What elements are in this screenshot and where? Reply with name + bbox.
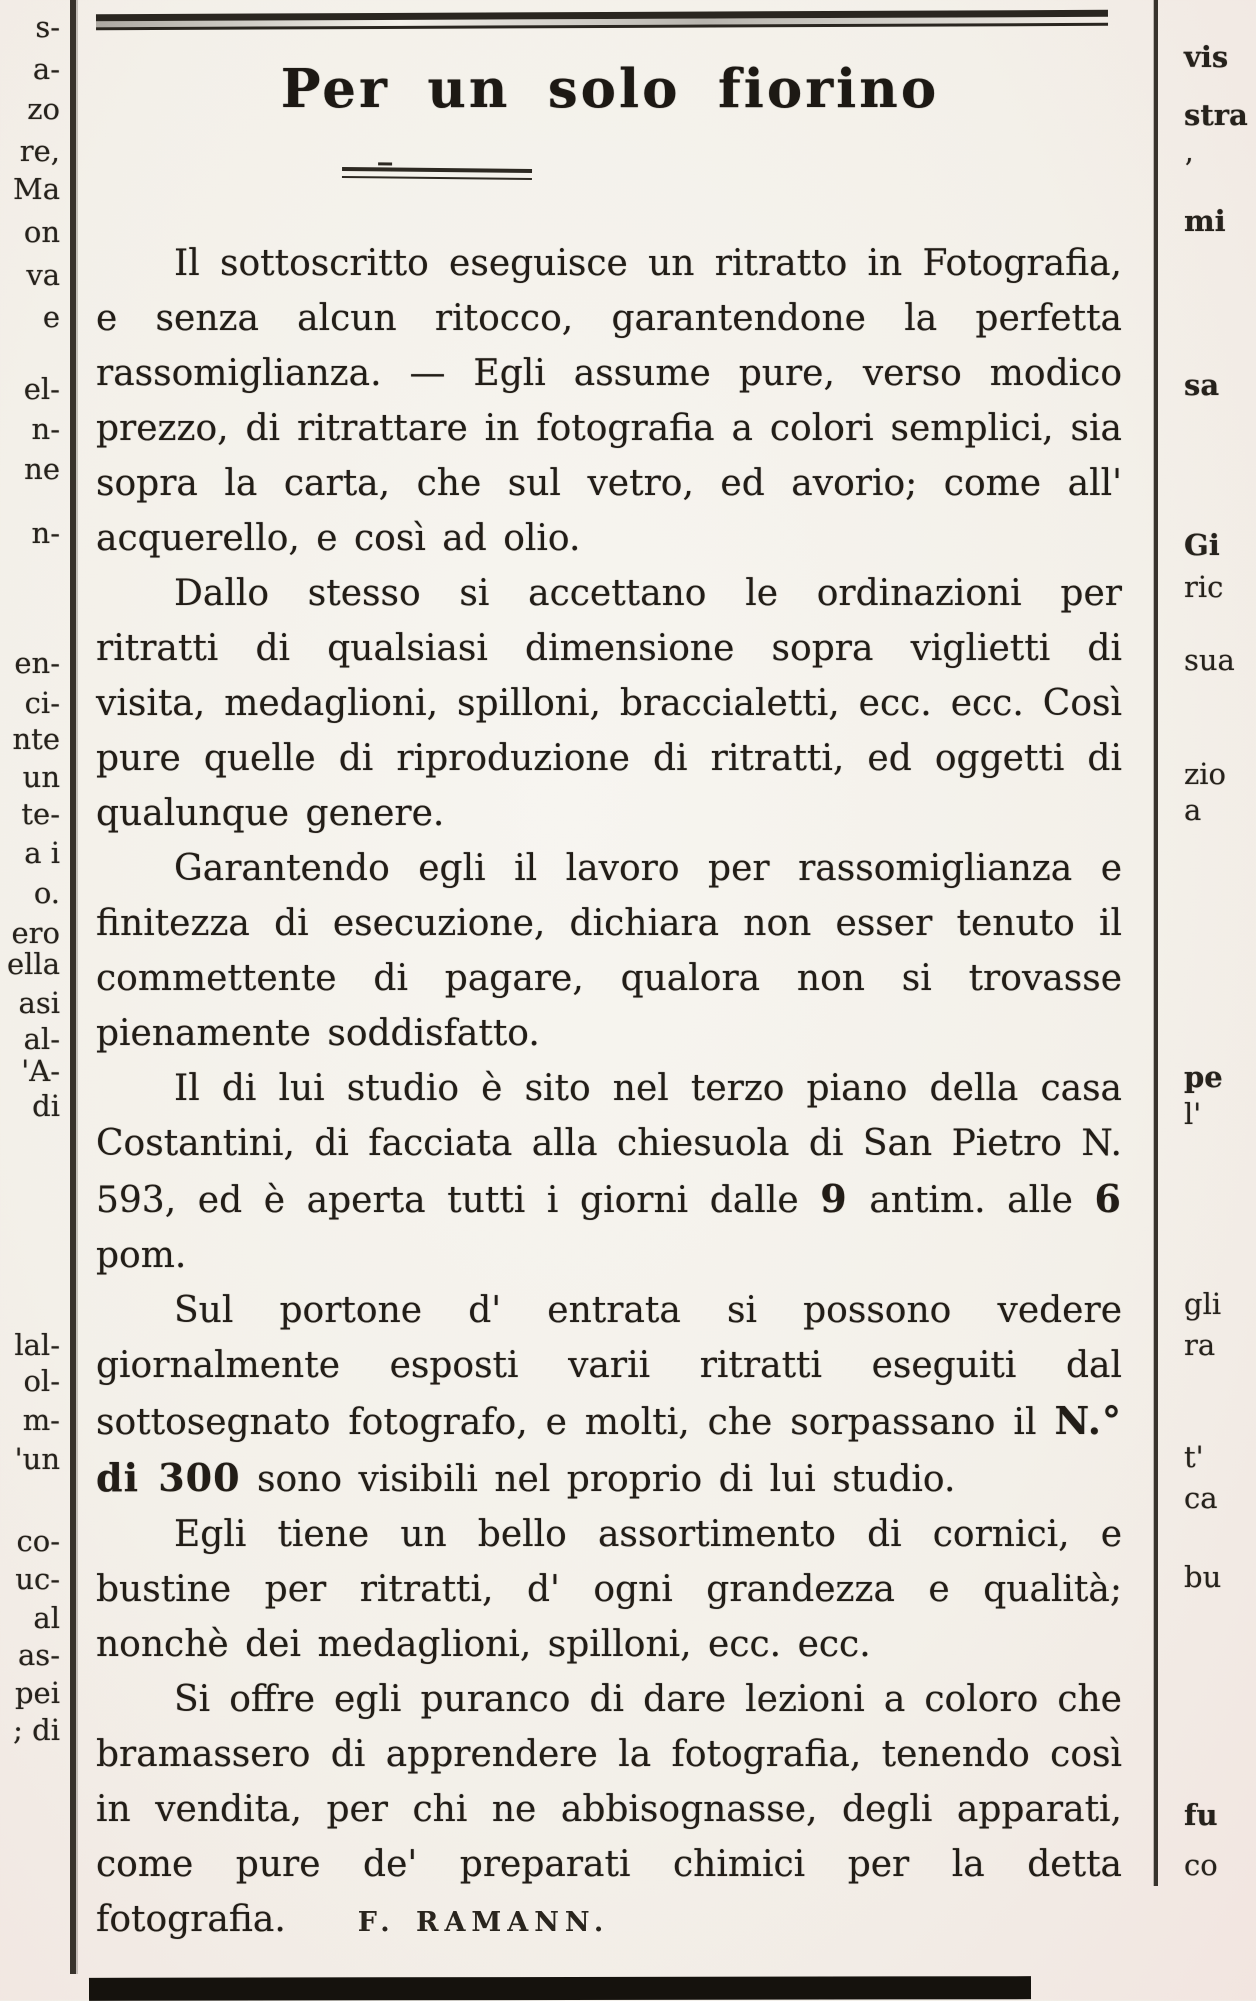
ad-paragraph [96, 1507, 1122, 1672]
paragraph-text: Si offre egli puranco di dare lezioni a coloro che bramassero di apprendere la fotografia, tenendo così in vendita, per chi ne abbisognasse, degli apparati, come pure de' preparati chimici per la detta fotografia. [96, 1679, 1122, 1940]
text-fragment: as- [18, 1638, 60, 1672]
text-fragment: ol- [23, 1364, 60, 1398]
top-decorative-rule [96, 10, 1108, 30]
text-fragment: a [1184, 793, 1202, 827]
paragraph-text: pom. [96, 1235, 187, 1276]
text-fragment: n- [31, 516, 60, 550]
text-fragment: zo [27, 92, 60, 126]
text-fragment: pei [14, 1676, 60, 1710]
text-fragment: mi [1184, 204, 1226, 238]
paragraph-text: Il di lui studio è sito nel terzo piano della casa Costantini, di facciata alla chiesuola di San Pietro N. 593, ed è aperta tutti i giorni dalle [96, 1068, 1122, 1221]
paragraph-text: Dallo stesso si accettano le ordinazioni per ritratti di qualsiasi dimensione sopra viglietti di visita, medaglioni, spilloni, braccialetti, ecc. ecc. Così pure quelle di riproduzione di ritratti, ed oggetti di qualunque genere. [96, 573, 1122, 834]
text-fragment: lal- [14, 1328, 60, 1362]
emphasized-text: N.° di 300 [96, 1398, 1122, 1500]
column-divider-right [1154, 0, 1158, 1886]
text-fragment: ’ [1184, 152, 1194, 186]
text-fragment: pe [1184, 1060, 1223, 1094]
text-fragment: al [33, 1601, 60, 1635]
text-fragment: di [32, 1089, 60, 1123]
text-fragment: zio [1184, 757, 1227, 791]
text-fragment: ; di [13, 1713, 60, 1747]
text-fragment: en- [14, 646, 60, 680]
title-flourish [342, 167, 532, 180]
text-fragment: gli [1184, 1287, 1222, 1321]
text-fragment: 'A- [21, 1054, 60, 1088]
text-fragment: re, [19, 134, 60, 168]
advertisement-column [94, 0, 1126, 2000]
ad-title: Per un solo fiorino [280, 58, 940, 120]
ad-paragraph [96, 1672, 1122, 1950]
text-fragment: al- [23, 1022, 60, 1056]
ad-paragraph [96, 1283, 1122, 1507]
text-fragment: n- [31, 412, 60, 446]
signature: F. RAMANN. [357, 1907, 610, 1938]
text-fragment: te- [21, 797, 60, 831]
text-fragment: stra [1184, 98, 1248, 132]
paragraph-text: antim. alle [847, 1180, 1095, 1221]
text-fragment: Gi [1184, 528, 1220, 562]
text-fragment: uc- [15, 1562, 60, 1596]
column-divider-left [70, 0, 76, 1974]
paragraph-text: Egli tiene un bello assortimento di cornici, e bustine per ritratti, d' ogni grandezza e qualità; nonchè dei medaglioni, spilloni, ecc. ecc. [96, 1514, 1122, 1665]
text-fragment: t' [1184, 1440, 1204, 1474]
text-fragment: va [26, 258, 60, 292]
text-fragment: m- [22, 1403, 60, 1437]
bottom-black-bar [89, 1976, 1031, 2001]
text-fragment: el- [23, 372, 60, 406]
emphasized-text: 9 [820, 1176, 848, 1221]
text-fragment: nte [12, 722, 60, 756]
ad-body [96, 236, 1122, 1950]
right-column-fragments [1180, 0, 1256, 2000]
text-fragment: asi [18, 986, 60, 1020]
text-fragment: ric [1184, 570, 1224, 604]
text-fragment: ra [1184, 1328, 1216, 1362]
text-fragment: a- [32, 52, 60, 86]
text-fragment: on [23, 215, 60, 249]
paragraph-text: Garantendo egli il lavoro per rassomiglianza e finitezza di esecuzione, dichiara non esser tenuto il commettente di pagare, qualora non si trovasse pienamente soddisfatto. [96, 848, 1122, 1054]
text-fragment: ci- [24, 686, 60, 720]
ad-paragraph [96, 841, 1122, 1061]
top-rule-texture [96, 17, 1108, 27]
text-fragment: a i [24, 836, 60, 870]
text-fragment: vis [1184, 40, 1229, 74]
text-fragment: o. [33, 876, 60, 910]
paragraph-text: sono visibili nel proprio di lui studio. [240, 1459, 956, 1500]
text-fragment: sa [1184, 368, 1220, 402]
text-fragment: e [42, 300, 60, 334]
text-fragment: 'un [14, 1442, 60, 1476]
text-fragment: co [1184, 1848, 1218, 1882]
text-fragment: Ma [13, 172, 60, 206]
ad-paragraph [96, 236, 1122, 566]
text-fragment: ne [24, 452, 60, 486]
text-fragment: un [22, 760, 60, 794]
text-fragment: l' [1184, 1097, 1202, 1131]
paragraph-text: Sul portone d' entrata si possono vedere giornalmente esposti varii ritratti eseguiti dal sottosegnato fotografo, e molti, che sorpassano il [96, 1290, 1122, 1443]
ad-paragraph [96, 1061, 1122, 1283]
text-fragment: bu [1184, 1560, 1222, 1594]
text-fragment: s- [35, 10, 60, 44]
ad-paragraph [96, 566, 1122, 841]
text-fragment: co- [16, 1524, 60, 1558]
text-fragment: fu [1184, 1798, 1218, 1832]
text-fragment: ero [11, 916, 60, 950]
paragraph-text: Il sottoscritto eseguisce un ritratto in Fotografia, e senza alcun ritocco, garantendone la perfetta rassomiglianza. — Egli assume pure, verso modico prezzo, di ritrattare in fotografia a colori semplici, sia sopra la carta, che sul vetro, ed avorio; come all' acquerello, e così ad olio. [96, 243, 1122, 559]
text-fragment: ella [6, 947, 60, 981]
text-fragment: ca [1184, 1481, 1218, 1515]
left-column-fragments [0, 0, 64, 2000]
emphasized-text: 6 [1094, 1176, 1122, 1221]
text-fragment: sua [1184, 643, 1235, 677]
